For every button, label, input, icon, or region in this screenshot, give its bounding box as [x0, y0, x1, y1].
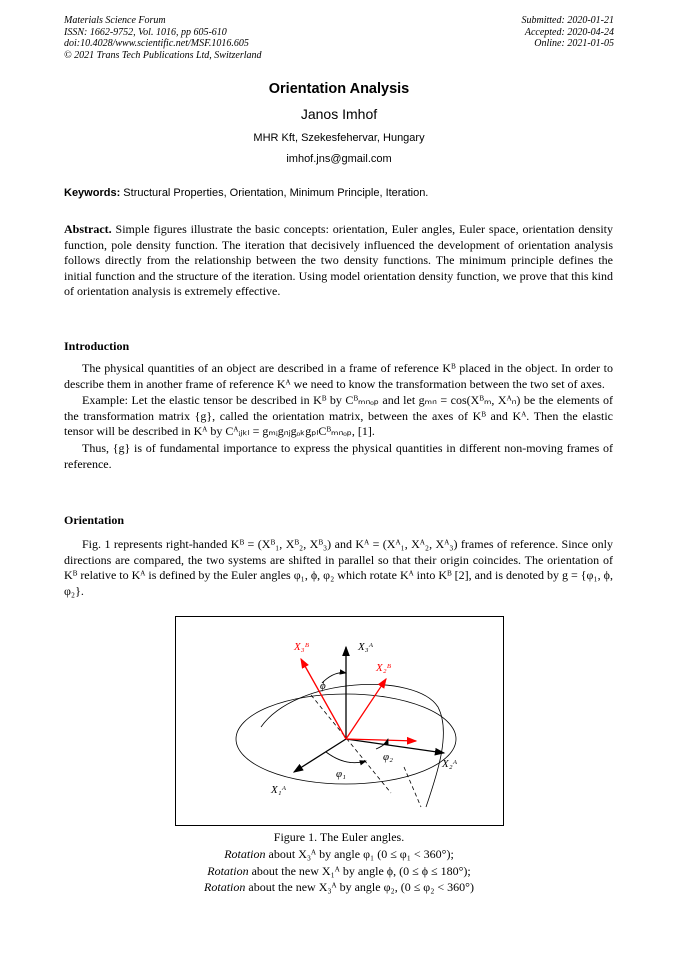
euler-angles-diagram [176, 617, 505, 827]
figure-caption-line-2 [0, 847, 678, 862]
online-date: Online: 2021-01-05 [534, 38, 614, 49]
axis-x2a [346, 739, 444, 753]
label-x3b: X₃ᴮ [294, 641, 310, 653]
axis-x3b [301, 659, 346, 739]
author-email: imhof.jns@gmail.com [286, 153, 392, 165]
caption-rotation-2: Rotation [207, 864, 249, 878]
label-x2b: X₂ᴮ [376, 662, 392, 674]
figure-caption-line-4 [0, 880, 678, 895]
copyright-line: © 2021 Trans Tech Publications Ltd, Switzerland [64, 49, 262, 61]
journal-header-left [64, 15, 262, 61]
author-affiliation: MHR Kft, Szekesfehervar, Hungary [253, 132, 425, 144]
submitted-date: Submitted: 2020-01-21 [521, 15, 614, 26]
paper-title: Orientation Analysis [268, 81, 410, 97]
accepted-date: Accepted: 2020-04-24 [524, 26, 614, 38]
keywords [64, 187, 614, 199]
journal-name: Materials Science Forum [64, 15, 166, 26]
intro-paragraph-2: Example: Let the elastic tensor be described in Kᴮ by Cᴮₘₙₒₚ and let gₘₙ = cos(Xᴮₘ, Xᴬₙ) be the elements of the transformation matrix {g}, called the orientation matrix, between the axes of Kᴮ and Kᴬ. Then the elastic tensor will be described in Kᴬ by Cᴬᵢⱼₖₗ = gₘᵢgₙⱼgₒₖgₚₗCᴮₘₙₒₚ, [1]. [64, 393, 613, 439]
intro-paragraph-3: Thus, {g} is of fundamental importance to express the physical quantities in different non-moving frames of reference. [64, 440, 613, 471]
issn-line: ISSN: 1662-9752, Vol. 1016, pp 605-610 [64, 26, 227, 38]
label-phi1: φ₁ [336, 768, 346, 780]
abstract-label: Abstract. [64, 222, 112, 236]
axis-x2b [346, 679, 386, 739]
journal-header-right [522, 15, 615, 50]
caption-rotation-1: Rotation [224, 847, 266, 861]
doi-line: doi:10.4028/www.scientific.net/MSF.1016.605 [64, 38, 249, 49]
caption-text-3: about the new X₁ᴬ by angle ϕ, (0 ≤ ϕ ≤ 180°); [248, 864, 471, 878]
keywords-label: Keywords: [64, 187, 121, 199]
label-x1a: X₁ᴬ [271, 784, 287, 796]
euler-angles-figure [175, 616, 504, 826]
label-x3a: X₃ᴬ [358, 641, 374, 653]
label-x2a: X₂ᴬ [442, 758, 458, 770]
introduction-heading: Introduction [64, 339, 130, 353]
caption-rotation-3: Rotation [204, 880, 246, 894]
orientation-heading: Orientation [64, 513, 124, 527]
orientation-body [64, 537, 613, 600]
intro-paragraph-1: The physical quantities of an object are described in a frame of reference Kᴮ placed in the object. In order to describe them in another frame of reference Kᴬ we need to know the transformation between the two set of axes. [64, 361, 613, 391]
abstract [64, 222, 613, 300]
keywords-text: Structural Properties, Orientation, Minimum Principle, Iteration. [120, 187, 429, 199]
figure-caption-line-3 [0, 864, 678, 879]
introduction-body [64, 361, 613, 473]
caption-text-2: about X₃ᴬ by angle φ₁ (0 ≤ φ₁ < 360°); [265, 847, 454, 861]
phi1-arc [326, 752, 366, 763]
caption-text-4: about the new X₃ᴬ by angle φ₂, (0 ≤ φ₂ < 360°) [245, 880, 474, 894]
label-phi2: φ₂ [383, 751, 393, 763]
label-phi: ϕ [320, 680, 326, 692]
author-name: Janos Imhof [300, 106, 378, 122]
figure-caption-title: Figure 1. The Euler angles. [273, 830, 405, 844]
orientation-paragraph-1: Fig. 1 represents right-handed Kᴮ = (Xᴮ₁, Xᴮ₂, Xᴮ₃) and Kᴬ = (Xᴬ₁, Xᴬ₂, Xᴬ₃) frames of reference. Since only directions are compared, the two systems are shifted in parallel so that their origin coincides. The orientation of Kᴮ relative to Kᴬ is defined by the Euler angles φ₁, ϕ, φ₂ which rotate Kᴬ into Kᴮ [2], and is denoted by g = {φ₁, ϕ, φ₂}. [64, 537, 613, 598]
abstract-text: Simple figures illustrate the basic concepts: orientation, Euler angles, Euler space, orientation density function, pole density function. The iteration that decisively influenced the development of orientation analysis follows directly from the relationship between the two density functions. The minimum principle defines the initial function and the structure of the iteration. Using model orientation density function, we prove that this kind of orientation analysis is extremely effective. [64, 222, 613, 299]
